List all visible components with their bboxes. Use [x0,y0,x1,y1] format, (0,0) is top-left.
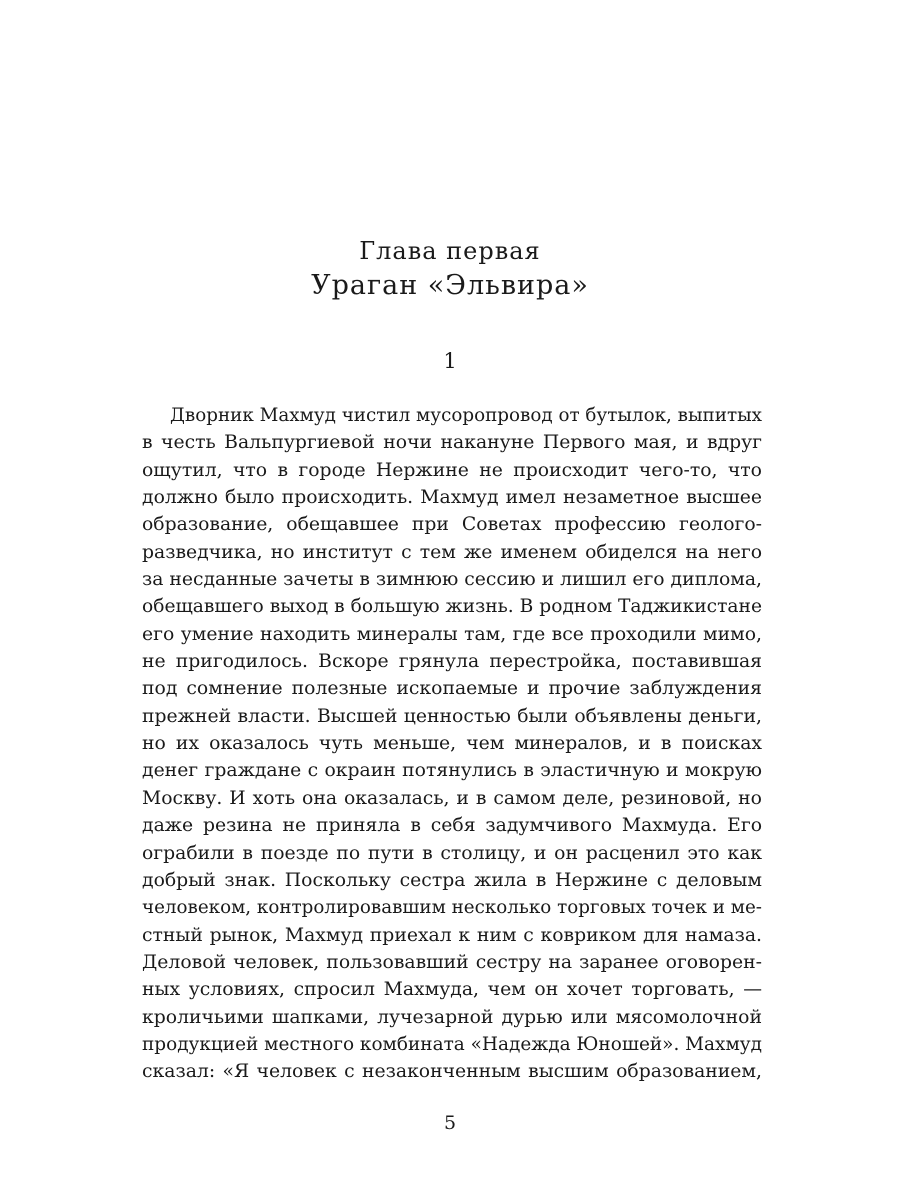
text-line: добрый знак. Поскольку сестра жила в Нержине с деловым [142,869,762,891]
text-line: обещавшего выход в большую жизнь. В родном Таджикистане [142,596,762,618]
text-line: под сомнение полезные ископаемые и прочие заблуждения [142,678,762,700]
text-line: ных условиях, спросил Махмуда, чем он хочет торговать, — [142,979,762,1001]
text-line: Дворник Махмуд чистил мусоропровод от бутылок, выпитых [170,405,762,426]
chapter-label: Глава первая [359,237,541,265]
page-number: 5 [443,1112,457,1134]
text-line: денег граждане с окраин потянулись в эластичную и мокрую [142,760,762,782]
text-line: в честь Вальпургиевой ночи накануне Первого мая, и вдруг [142,432,762,454]
chapter-title: Ураган «Эльвира» [311,270,589,301]
section-number: 1 [443,349,457,373]
text-line: кроличьими шапками, лучезарной дурью или мясомолочной [142,1006,762,1028]
text-line: прежней власти. Высшей ценностью были объявлены деньги, [142,705,762,727]
text-line: человеком, контролировавшим несколько торговых точек и ме- [142,897,762,919]
text-line: Деловой человек, пользовавший сестру на заранее оговорен- [142,951,762,973]
text-line: даже резина не приняла в себя задумчивого Махмуда. Его [142,815,762,837]
text-line: ощутил, что в городе Нержине не происходит чего-то, что [142,459,762,481]
text-line: его умение находить минералы там, где все проходили мимо, [142,623,762,645]
text-line: сказал: «Я человек с незаконченным высшим образованием, [142,1061,762,1083]
text-line: ограбили в поезде по пути в столицу, и он расценил это как [142,842,762,864]
text-line: продукцией местного комбината «Надежда Юношей». Махмуд [142,1033,762,1055]
text-line: но их оказалось чуть меньше, чем минералов, и в поисках [142,733,762,755]
text-line: Москву. И хоть она оказалась, и в самом деле, резиновой, но [142,787,762,809]
text-line: не пригодилось. Вскоре грянула перестройка, поставившая [142,651,762,673]
text-line: разведчика, но институт с тем же именем обиделся на него [142,541,762,563]
body-text [142,402,762,1086]
text-line: за несданные зачеты в зимнюю сессию и лишил его диплома, [142,569,762,591]
text-line: должно было происходить. Махмуд имел незаметное высшее [142,487,762,509]
text-line: стный рынок, Махмуд приехал к ним с ковриком для намаза. [142,924,762,946]
text-line: образование, обещавшее при Советах профессию геолого- [142,514,762,536]
